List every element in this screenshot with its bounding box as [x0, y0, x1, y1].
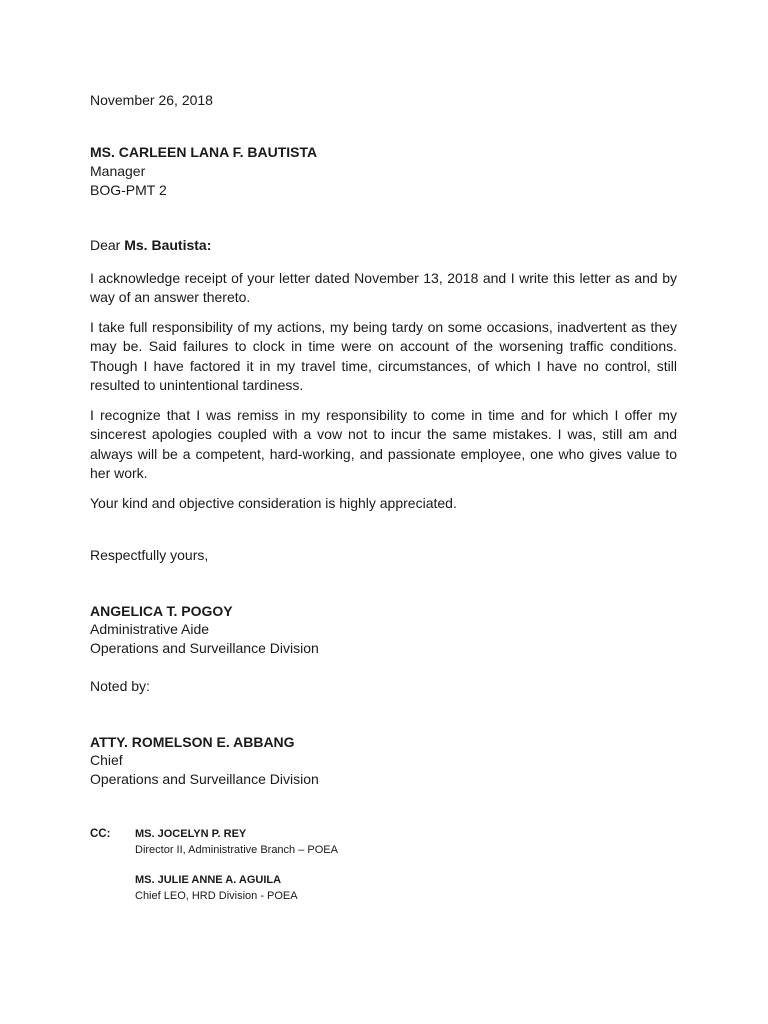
sender-position: Administrative Aide [90, 621, 210, 637]
cc-recipient-2-name: MS. JULIE ANNE A. AGUILA [135, 874, 282, 886]
noter-division: Operations and Surveillance Division [90, 771, 319, 787]
recipient-position: Manager [90, 163, 146, 179]
cc-label: CC: [90, 828, 111, 840]
recipient-office: BOG-PMT 2 [90, 182, 167, 198]
cc-recipient-2-title: Chief LEO, HRD Division - POEA [135, 890, 298, 902]
salutation-name: Ms. Bautista: [124, 237, 212, 253]
body-paragraph-4: Your kind and objective consideration is highly appreciated. [90, 495, 457, 511]
cc-recipient-1-name: MS. JOCELYN P. REY [135, 828, 247, 840]
body-paragraph-3: I recognize that I was remiss in my responsibility to come in time and for which I offer my sincerest apologies coupled with a vow not to incur the same mistakes. I was, still am and always will be a competent, hard-working, and passionate employee, one who gives value to her work. [90, 407, 677, 481]
recipient-name: MS. CARLEEN LANA F. BAUTISTA [90, 144, 318, 160]
noted-by-label: Noted by: [90, 678, 150, 694]
salutation [90, 236, 211, 255]
body-paragraph-1: I acknowledge receipt of your letter dated November 13, 2018 and I write this letter as and by way of an answer thereto. [90, 270, 677, 306]
sender-division: Operations and Surveillance Division [90, 640, 319, 656]
sender-name: ANGELICA T. POGOY [90, 603, 233, 619]
letter-date: November 26, 2018 [90, 92, 213, 108]
body-paragraph-2: I take full responsibility of my actions, my being tardy on some occasions, inadvertent as they may be. Said failures to clock in time were on account of the worsening traffic conditions. Though I have factored it in my travel time, circumstances, of which I have no control, still resulted to unintentional tardiness. [90, 319, 677, 393]
salutation-prefix: Dear [90, 237, 125, 253]
noter-position: Chief [90, 752, 123, 768]
noter-name: ATTY. ROMELSON E. ABBANG [90, 734, 295, 750]
closing: Respectfully yours, [90, 547, 209, 563]
cc-recipient-1-title: Director II, Administrative Branch – POEA [135, 844, 338, 856]
